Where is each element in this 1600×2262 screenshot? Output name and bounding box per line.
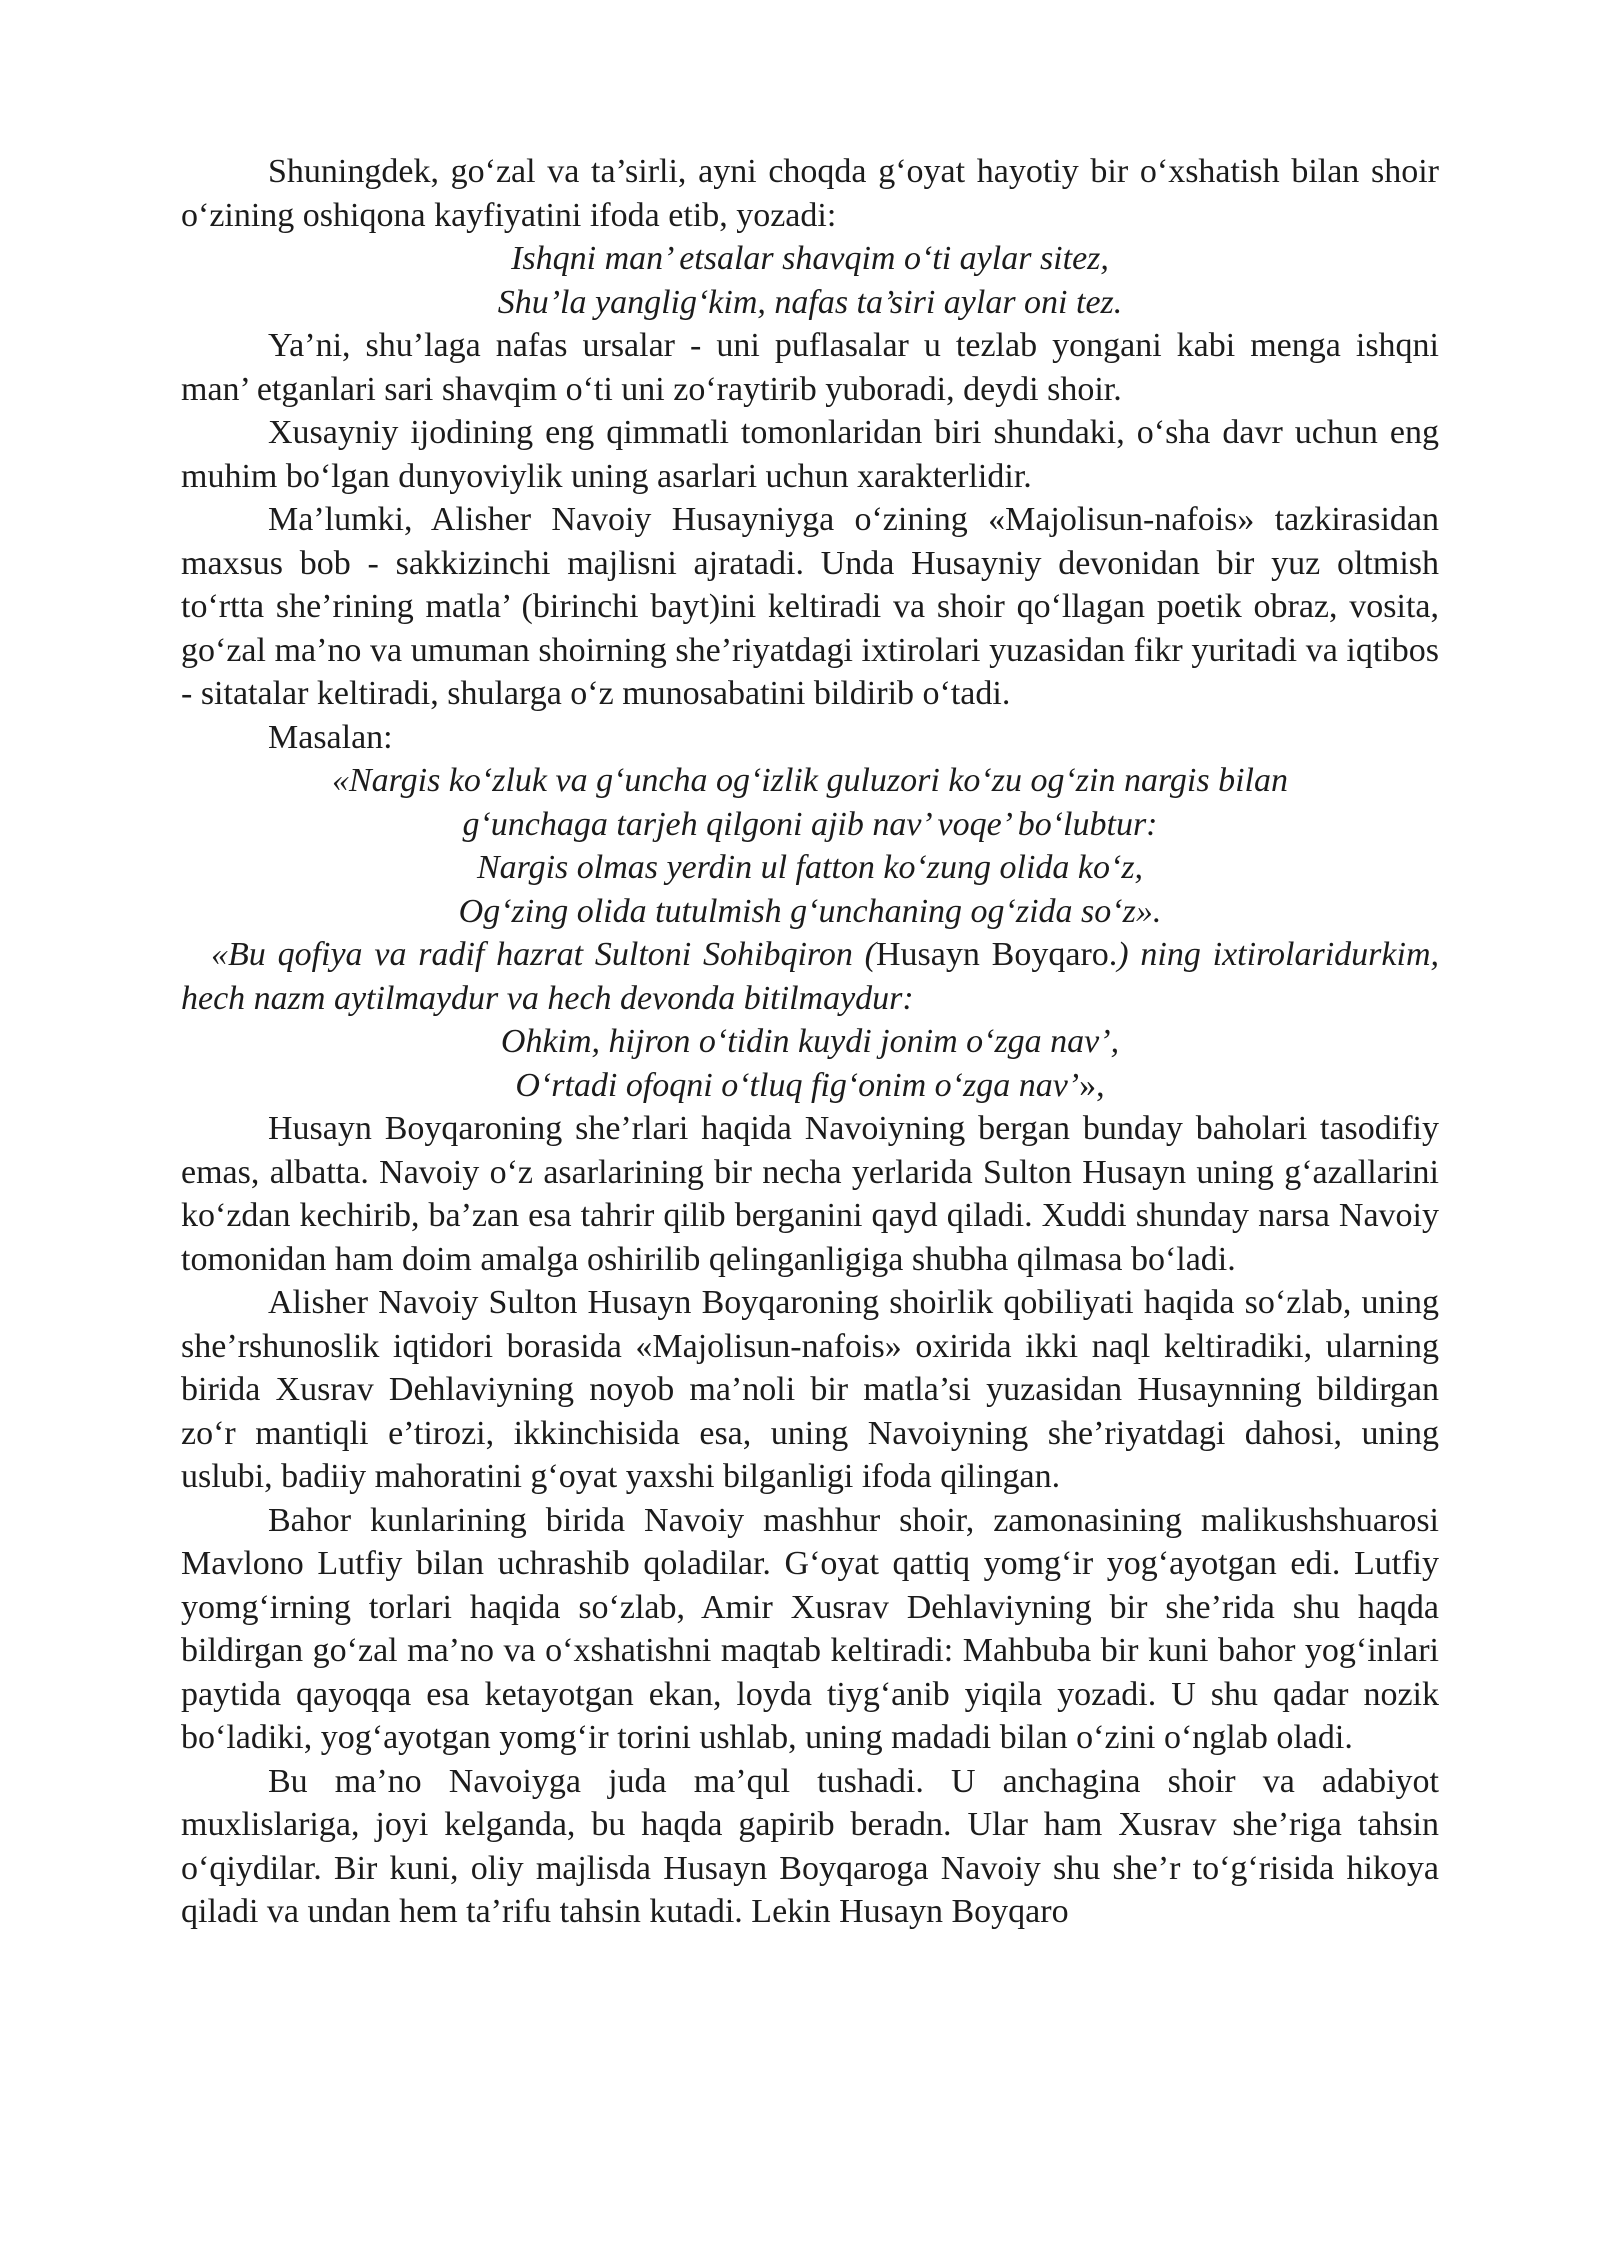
paragraph: Masalan: (268, 718, 393, 756)
verse-line: «Nargis ko‘zluk va g‘uncha og‘izlik guluzori ko‘zu og‘zin nargis bilan (331, 762, 1289, 799)
paragraph: Bu ma’no Navoiyga juda ma’qul tushadi. U anchagina shoir va adabiyot muxlislariga, joyi kelganda, bu haqda gapirib beradn. Ular ham Xusrav she’riga tahsin o‘qiydilar. Bir kuni, oliy majlisda Husayn Boyqaroga Navoiy shu she’r to‘g‘risida hikoya qiladi va undan hem ta’rifu tahsin kutadi. Lekin Husayn Boyqaro (181, 1762, 1439, 1930)
paragraph: Xusayniy ijodining eng qimmatli tomonlaridan biri shundaki, o‘sha davr uchun eng muhim bo‘lgan dunyoviylik uning asarlari uchun xarakterlidir. (181, 414, 1439, 495)
quotation-part: «Bu qofiya va radif hazrat Sultoni Sohibqiron ( (211, 936, 876, 973)
quotation-name: Husayn Boyqaro. (876, 936, 1118, 973)
paragraph: Ma’lumki, Alisher Navoiy Husayniyga o‘zining «Majolisun-nafois» tazkirasidan maxsus bob - sakkizinchi majlisni ajratadi. Unda Husayniy devonidan bir yuz oltmish to‘rtta she’rining matla’ (birinchi bayt)ini keltiradi va shoir qo‘llagan poetik obraz, vosita, go‘zal ma’no va umuman shoirning she’riyatdagi ixtirolari yuzasidan fikr yuritadi va iqtibos - sitatalar keltiradi, shularga o‘z munosabatini bildirib o‘tadi. (181, 501, 1439, 712)
verse-line: g‘unchaga tarjeh qilgoni ajib nav’ voqe’ bo‘lubtur: (462, 805, 1158, 843)
paragraph: Bahor kunlarining birida Navoiy mashhur shoir, zamonasining malikushshuarosi Mavlono Lutfiy bilan uchrashib qoladilar. G‘oyat qattiq yomg‘ir yog‘ayotgan edi. Lutfiy yomg‘irning torlari haqida so‘zlab, Amir Xusrav Dehlaviyning bir she’rida shu haqda bildirgan go‘zal ma’no va o‘xshatishni maqtab keltiradi: Mahbuba bir kuni bahor yog‘inlari paytida qayoqqa esa ketayotgan ekan, loyda tiyg‘anib yiqila yozadi. U shu qadar nozik bo‘ladiki, yog‘ayotgan yomg‘ir torini ushlab, uning madadi bilan o‘zini o‘nglab oladi. (181, 1501, 1439, 1756)
verse-line: Og‘zing olida tutulmish g‘unchaning og‘zida so‘z». (458, 892, 1162, 930)
paragraph: Alisher Navoiy Sulton Husayn Boyqaroning shoirlik qobiliyati haqida so‘zlab, uning she’rshunoslik iqtidori borasida «Majolisun-nafois» oxirida ikki naql keltiradiki, ularning birida Xusrav Dehlaviyning noyob ma’noli bir matla’si yuzasidan Husaynning bildirgan zo‘r mantiqli e’tirozi, ikkinchisida esa, uning Navoiyning she’riyatdagi dahosi, uning uslubi, badiiy mahoratini g‘oyat yaxshi bilganligi ifoda qilingan. (181, 1284, 1439, 1495)
verse-line: Ohkim, hijron o‘tidin kuydi jonim o‘zga nav’, (500, 1023, 1120, 1060)
paragraph: Husayn Boyqaroning she’rlari haqida Navoiyning bergan bunday baholari tasodifiy emas, albatta. Navoiy o‘z asarlarining bir necha yerlarida Sulton Husayn uning g‘azallarini ko‘zdan kechirib, ba’zan esa tahrir qilib berganini qayd qiladi. Xuddi shunday narsa Navoiy tomonidan ham doim amalga oshirilib qelinganligiga shubha qilmasa bo‘ladi. (181, 1110, 1439, 1278)
verse-line-text: O‘rtadi ofoqni o‘tluq fig‘onim o‘zga nav’ (515, 1066, 1080, 1104)
quotation (181, 933, 1439, 1020)
verse-block (181, 237, 1439, 324)
verse-line-tail: », (1079, 1066, 1105, 1104)
verse-line: Shu’la yanglig‘kim, nafas ta’siri aylar oni tez. (497, 283, 1123, 321)
verse-block (181, 759, 1439, 933)
verse-line: Nargis olmas yerdin ul fatton ko‘zung olida ko‘z, (476, 849, 1144, 886)
verse-line: Ishqni man’ etsalar shavqim o‘ti aylar sitez, (511, 240, 1109, 277)
document-page (181, 150, 1439, 1934)
paragraph: Shuningdek, go‘zal va ta’sirli, ayni choqda g‘oyat hayotiy bir o‘xshatish bilan shoir o‘zining oshiqona kayfiyatini ifoda etib, yozadi: (181, 153, 1439, 234)
verse-block (181, 1020, 1439, 1107)
quotation-part: ) ning ixtirolaridurkim, hech nazm aytilmaydur va hech devonda bitilmaydur: (181, 936, 1439, 1017)
paragraph: Ya’ni, shu’laga nafas ursalar - uni puflasalar u tezlab yongani kabi menga ishqni man’ etganlari sari shavqim o‘ti uni zo‘raytirib yuboradi, deydi shoir. (181, 327, 1439, 408)
verse-line (181, 1064, 1439, 1108)
